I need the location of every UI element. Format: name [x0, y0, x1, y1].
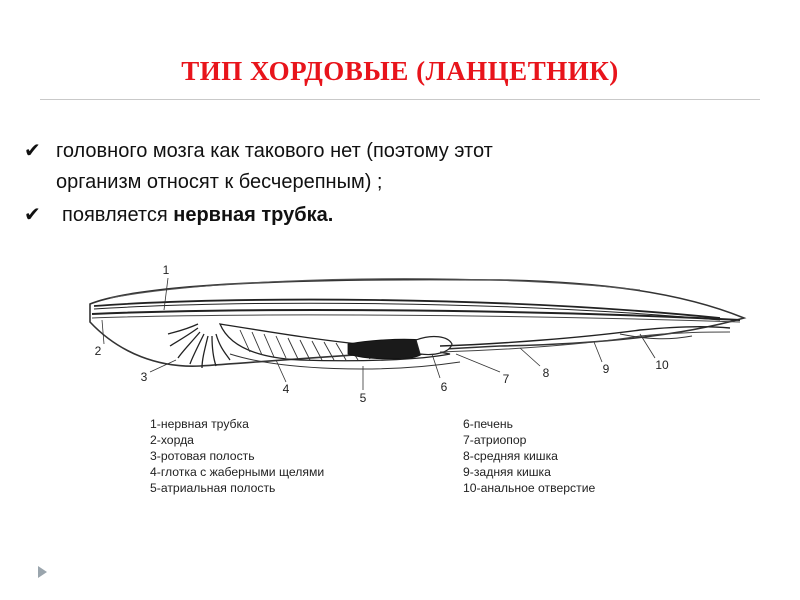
check-mark-icon: ✔	[24, 140, 41, 162]
label-4: 4	[282, 382, 290, 396]
legend-item: 8-средняя кишка	[463, 449, 558, 463]
label-7: 7	[502, 372, 510, 386]
slide-title: ТИП ХОРДОВЫЕ (ЛАНЦЕТНИК)	[181, 56, 619, 86]
bullet-list	[20, 136, 780, 231]
next-slide-arrow-icon[interactable]	[38, 566, 47, 578]
title-divider	[40, 99, 760, 100]
legend-item: 4-глотка с жаберными щелями	[150, 465, 325, 479]
legend-left	[150, 416, 324, 496]
label-5: 5	[359, 391, 367, 405]
legend-item: 5-атриальная полость	[150, 481, 276, 495]
legend-item: 10-анальное отверстие	[463, 481, 596, 495]
legend-item: 1-нервная трубка	[150, 417, 249, 431]
legend-item: 7-атриопор	[463, 433, 527, 447]
bullet-item-brain	[20, 136, 780, 198]
oral-tentacles	[168, 324, 230, 368]
dorsal-fin	[110, 279, 640, 298]
label-8: 8	[542, 366, 550, 380]
label-2: 2	[94, 344, 102, 358]
lancelet-diagram	[80, 262, 760, 412]
legend-item: 2-хорда	[150, 433, 194, 447]
legend-item: 3-ротовая полость	[150, 449, 255, 463]
legend-item: 6-печень	[463, 417, 514, 431]
bullet-text-line2: организм относят к бесчерепным) ;	[56, 171, 383, 193]
dark-region	[348, 339, 427, 359]
label-3: 3	[140, 370, 148, 384]
bullet-item-neural-tube	[20, 200, 780, 231]
label-10: 10	[655, 358, 669, 372]
bullet-text: появляется	[62, 204, 174, 226]
label-1: 1	[162, 263, 170, 277]
label-9: 9	[602, 362, 610, 376]
legend-item: 9-задняя кишка	[463, 465, 551, 479]
check-mark-icon: ✔	[24, 204, 41, 226]
legend-right	[463, 416, 595, 496]
bullet-text-line1: головного мозга как такового нет (поэтому этот	[56, 140, 493, 162]
bullet-bold-text: нервная трубка.	[173, 204, 334, 226]
label-6: 6	[440, 380, 448, 394]
